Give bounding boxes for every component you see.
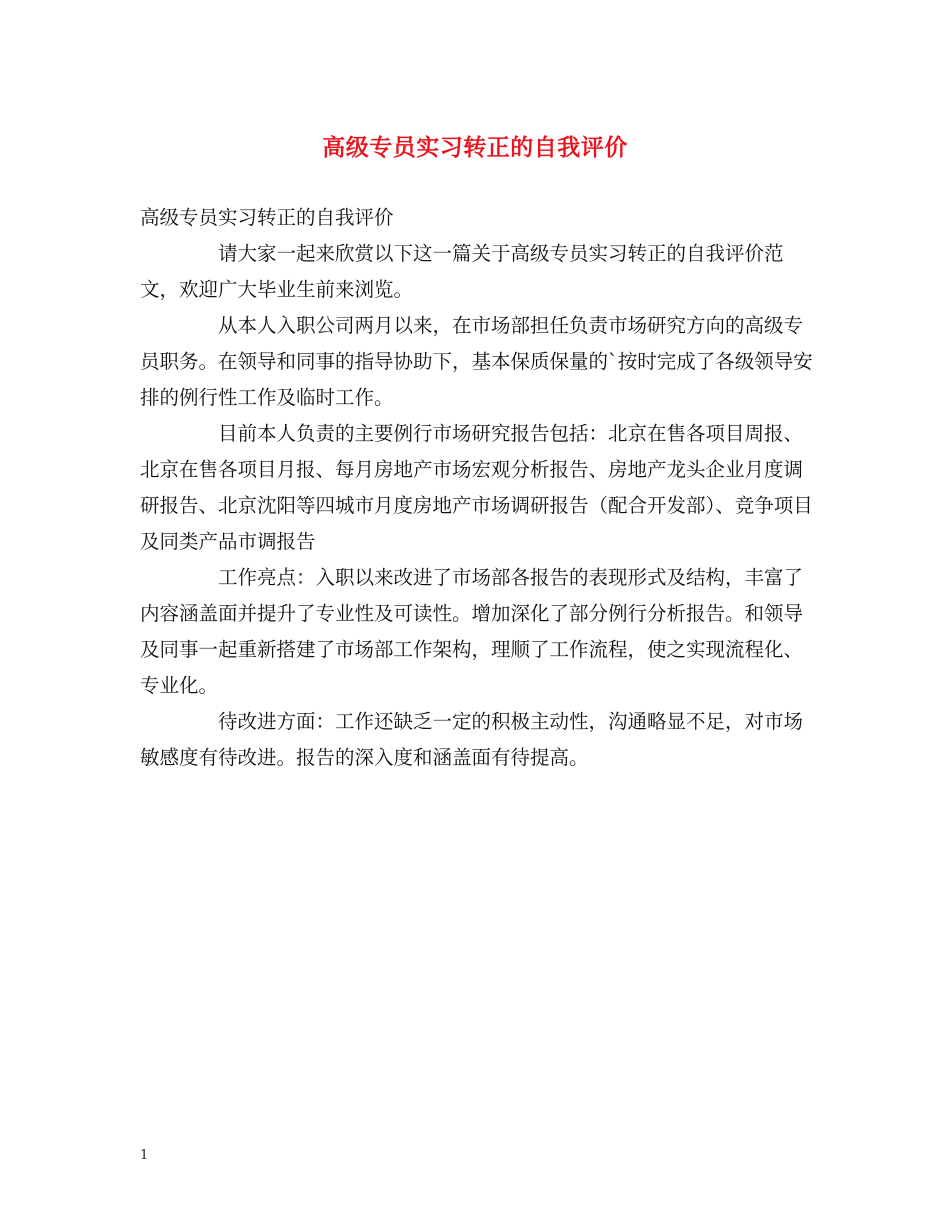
paragraph-improvements: 待改进方面：工作还缺乏一定的积极主动性，沟通略显不足，对市场敏感度有待改进。报告的深入度和涵盖面有待提高。 xyxy=(140,710,804,769)
document-body xyxy=(140,200,816,776)
page-number: 1 xyxy=(140,1148,149,1163)
paragraph-highlights: 工作亮点：入职以来改进了市场部各报告的表现形式及结构，丰富了内容涵盖面并提升了专业性及可读性。增加深化了部分例行分析报告。和领导及同事一起重新搭建了市场部工作架构，理顺了工作流程，使之实现流程化、专业化。 xyxy=(140,566,804,697)
document-subtitle: 高级专员实习转正的自我评价 xyxy=(140,206,394,229)
paragraph-reports: 目前本人负责的主要例行市场研究报告包括：北京在售各项目周报、北京在售各项目月报、每月房地产市场宏观分析报告、房地产龙头企业月度调研报告、北京沈阳等四城市月度房地产市场调研报告（配合开发部）、竞争项目及同类产品市调报告 xyxy=(140,422,813,553)
paragraph-intro: 请大家一起来欣赏以下这一篇关于高级专员实习转正的自我评价范文，欢迎广大毕业生前来浏览。 xyxy=(140,242,784,301)
document-title: 高级专员实习转正的自我评价 xyxy=(322,134,628,161)
paragraph-position: 从本人入职公司两月以来，在市场部担任负责市场研究方向的高级专员职务。在领导和同事的指导协助下，基本保质保量的`按时完成了各级领导安排的例行性工作及临时工作。 xyxy=(140,314,813,409)
